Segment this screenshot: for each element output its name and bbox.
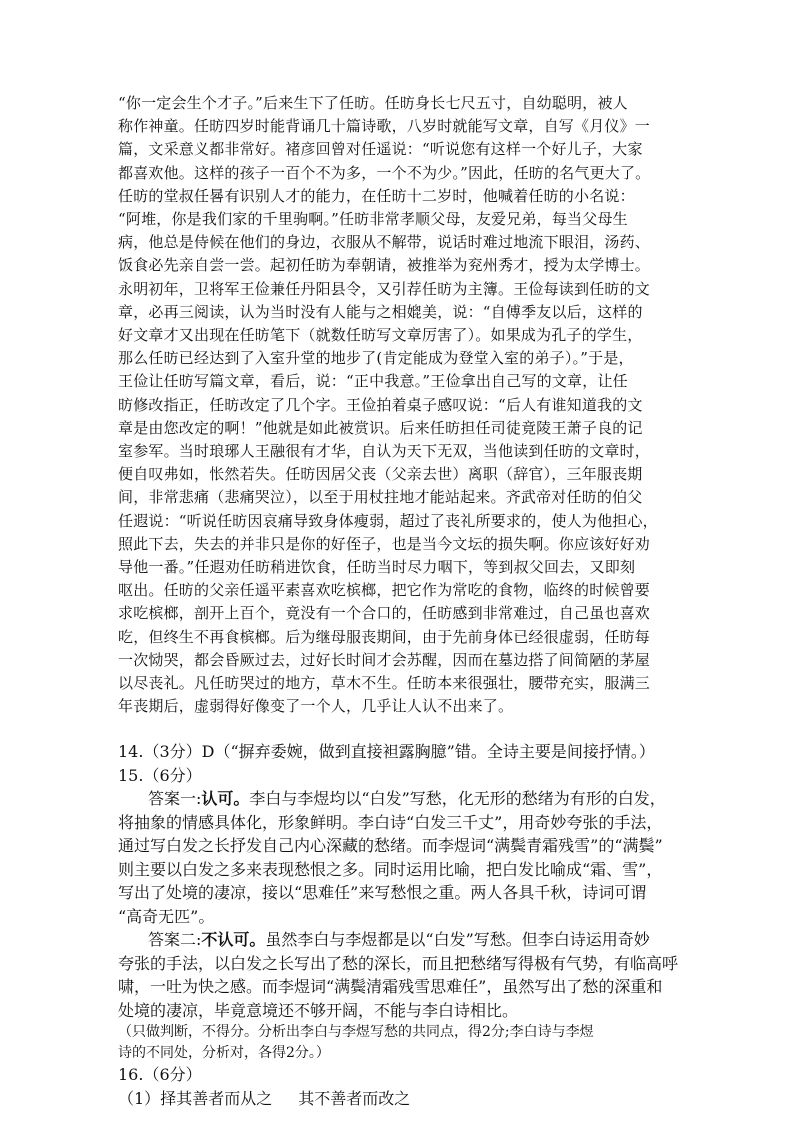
answer-two-verdict: 不认可。 bbox=[201, 930, 266, 950]
answer-one-line: 通过写白发之长抒发自己内心深藏的愁绪。而李煜词“满鬓青霜残雪”的“满鬓” bbox=[118, 836, 663, 856]
translation-line: 称作神童。任昉四岁时能背诵几十篇诗歌，八岁时就能写文章，自写《月仪》一 bbox=[118, 117, 651, 136]
translation-line: 篇，文采意义都非常好。褚彦回曾对任遥说：“听说您有这样一个好儿子，大家 bbox=[118, 140, 643, 159]
translation-line: “你一定会生个才子。”后来生下了任昉。任昉身长七尺五寸，自幼聪明，被人 bbox=[118, 94, 628, 112]
translation-line: 饭食必先亲自尝一尝。起初任昉为奉朝请，被推举为兖州秀才，授为太学博士。 bbox=[118, 256, 651, 275]
translation-line: 永明初年，卫将军王俭兼任丹阳县令，又引荐任昉为主簿。王俭每读到任昉的文 bbox=[118, 279, 651, 298]
answer-one-prefix: 答案一: bbox=[148, 789, 202, 809]
question-16-item-1 bbox=[118, 1087, 678, 1111]
translation-line: 任昉的堂叔任晷有识别人才的能力，在任昉十二岁时，他喊着任昉的小名说： bbox=[118, 186, 635, 205]
translation-line: 章是由您改定的啊！”他就是如此被赏识。后来任昉担任司徒竟陵王萧子良的记 bbox=[118, 418, 643, 437]
translation-line: 都喜欢他。这样的孩子一百个不为多，一个不为少。”因此，任昉的名气更大了。 bbox=[118, 163, 651, 182]
translation-line: 照此下去，失去的并非只是你的好侄子，也是当今文坛的损失啊。你应该好好劝 bbox=[118, 534, 651, 553]
question-16-label: 16.（6分） bbox=[118, 1065, 202, 1085]
answer-two-line: 夸张的手法，以白发之长写出了愁的深长，而且把愁绪写得极有气势，有临高呼 bbox=[118, 953, 679, 973]
answer-one-line: 将抽象的情感具体化，形象鲜明。李白诗“白发三千丈”，用奇妙夸张的手法， bbox=[118, 812, 663, 832]
answer-two-line: 处境的凄凉，毕竟意境还不够开阔，不能与李白诗相比。 bbox=[118, 1000, 519, 1020]
translation-line: 吃，但终生不再食槟榔。后为继母服丧期间，由于先前身体已经很虚弱，任昉每 bbox=[118, 627, 651, 646]
translation-line: 病，他总是侍候在他们的身边，衣服从不解带，说话时难过地流下眼泪，汤药、 bbox=[118, 233, 651, 252]
translation-line: 室参军。当时琅琊人王融很有才华，自认为天下无双，当他读到任昉的文章时， bbox=[118, 442, 651, 461]
translation-line: 王俭让任昉写篇文章，看后，说：“正中我意。”王俭拿出自己写的文章，让任 bbox=[118, 372, 628, 391]
answer-one bbox=[118, 787, 678, 928]
answer-two-first-line bbox=[118, 928, 678, 952]
translation-line: 那么任昉已经达到了入室升堂的地步了(肯定能成为登堂入室的弟子）。”于是， bbox=[118, 349, 634, 368]
translation-line: 间，非常悲痛（悲痛哭泣），以至于用杖拄地才能站起来。齐武帝对任昉的伯父 bbox=[118, 488, 643, 507]
question-14-label: 14.（3分）D bbox=[118, 742, 215, 762]
scoring-line: （只做判断，不得分。分析出李白与李煜写愁的共同点，得2分;李白诗与李煜 bbox=[118, 1024, 594, 1041]
item-number: （1） bbox=[118, 1088, 161, 1108]
document-page bbox=[118, 92, 678, 1110]
answer-one-first-line bbox=[118, 787, 678, 811]
answer-section bbox=[118, 740, 678, 1110]
translation-passage bbox=[118, 92, 678, 718]
translation-line: 呕出。任昉的父亲任遥平素喜欢吃槟榔，把它作为常吃的食物，临终的时候曾要 bbox=[118, 581, 651, 600]
translation-line: 求吃槟榔，剖开上百个，竟没有一个合口的，任昉感到非常难过，自己虽也喜欢 bbox=[118, 604, 651, 623]
translation-line: 一次恸哭，都会昏厥过去，过好长时间才会苏醒，因而在墓边搭了间简陋的茅屋 bbox=[118, 650, 651, 669]
answer-two bbox=[118, 928, 678, 1022]
question-15-label: 15.（6分） bbox=[118, 765, 202, 785]
scoring-note bbox=[118, 1022, 678, 1063]
answer-one-verdict: 认可。 bbox=[201, 789, 250, 809]
answer-two-line: 虽然李白与李煜都是以“白发”写愁。但李白诗运用奇妙 bbox=[265, 930, 650, 950]
answer-one-line: “高奇无匹”。 bbox=[118, 906, 215, 926]
answer-one-line: 则主要以白发之多来表现愁恨之多。同时运用比喻，把白发比喻成“霜、雪”， bbox=[118, 859, 663, 879]
answer-two-line: 啸，一吐为快之感。而李煜词“满鬓清霜残雪思难任”，虽然写出了愁的深重和 bbox=[118, 977, 663, 997]
question-14 bbox=[118, 740, 678, 764]
answer-one-line: 写出了处境的凄凉，接以“思难任”来写愁恨之重。两人各具千秋，诗词可谓 bbox=[118, 883, 647, 903]
translation-line: 以尽丧礼。凡任昉哭过的地方，草木不生。任昉本来很强壮，腰带充实，服满三 bbox=[118, 674, 651, 693]
question-14-explanation: （“摒弃委婉，做到直接袒露胸臆”错。全诗主要是间接抒情。） bbox=[214, 742, 655, 762]
translation-line: 便自叹弗如，怅然若失。任昉因居父丧（父亲去世）离职（辞官），三年服丧期 bbox=[118, 465, 643, 484]
translation-line: 昉修改指正，任昉改定了几个字。王俭拍着桌子感叹说：“后人有谁知道我的文 bbox=[118, 395, 643, 414]
scoring-line: 诗的不同处，分析对，各得2分。） bbox=[118, 1044, 330, 1061]
translation-line: 好文章才又出现在任昉笔下（就数任昉写文章厉害了）。如果成为孔子的学生， bbox=[118, 326, 643, 345]
translation-line: “阿堆，你是我们家的千里驹啊。”任昉非常孝顺父母，友爱兄弟，每当父母生 bbox=[118, 210, 628, 229]
translation-line: 章，必再三阅读，认为当时没有人能与之相媲美，说：“自傅季友以后，这样的 bbox=[118, 302, 643, 321]
translation-line: 年丧期后，虚弱得好像变了一个人，几乎让人认不出来了。 bbox=[118, 697, 514, 716]
translation-line: 任遐说：“听说任昉因哀痛导致身体瘦弱，超过了丧礼所要求的，使人为他担心， bbox=[118, 511, 658, 530]
answer-blank-1: 择其善者而从之 bbox=[160, 1088, 273, 1108]
answer-one-line: 李白与李煜均以“白发”写愁，化无形的愁绪为有形的白发， bbox=[249, 789, 666, 809]
answer-two-prefix: 答案二: bbox=[148, 930, 202, 950]
answer-blank-2: 其不善者而改之 bbox=[298, 1088, 411, 1108]
translation-line: 导他一番。”任遐劝任昉稍进饮食，任昉当时尽力咽下，等到叔父回去，又即刻 bbox=[118, 558, 636, 577]
